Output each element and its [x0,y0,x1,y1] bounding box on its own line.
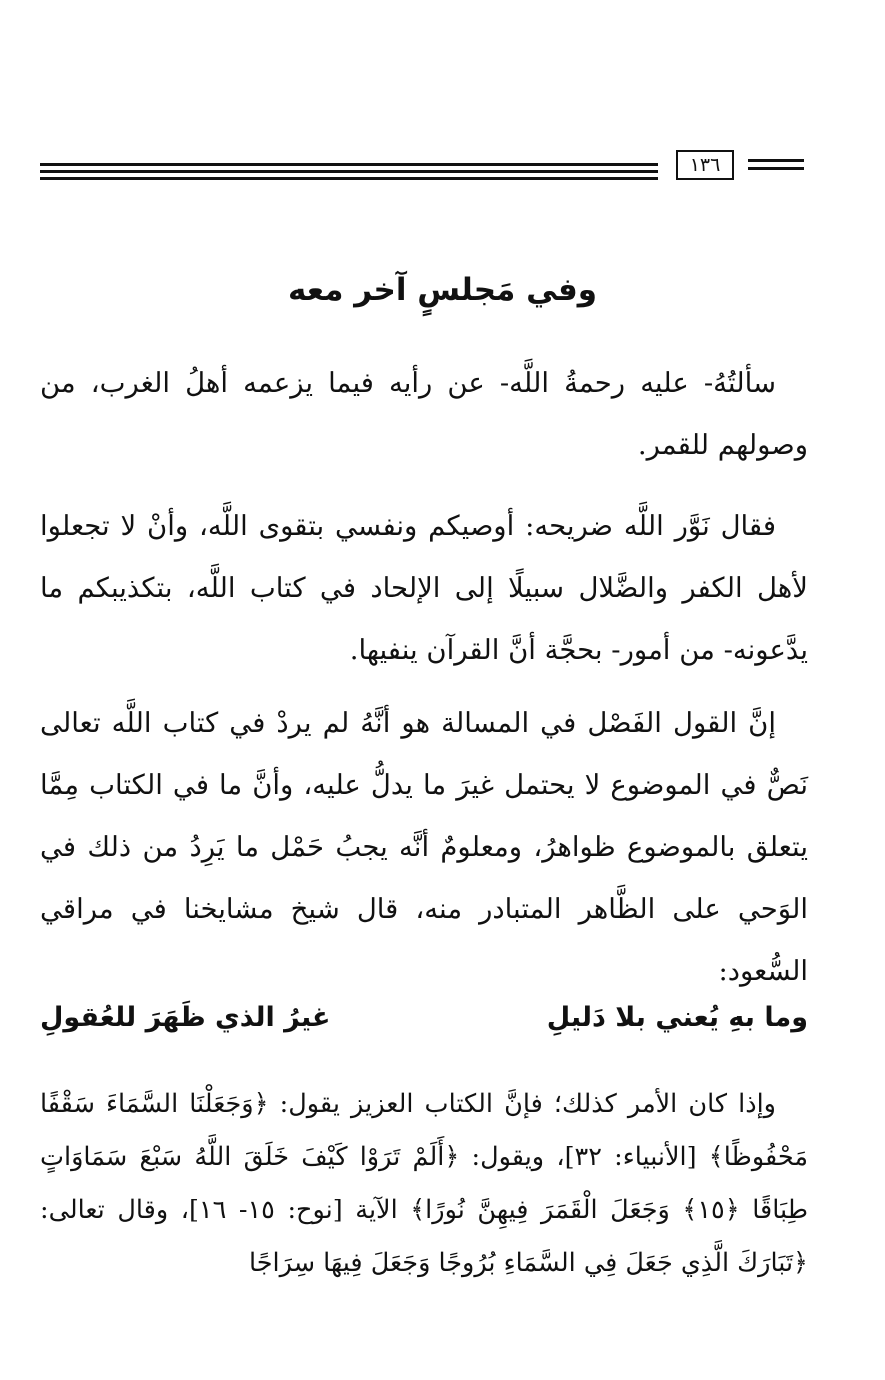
verse-first-hemistich: وما بهِ يُعني بلا دَليلِ [546,1002,808,1033]
verse-second-hemistich: غيرُ الذي ظَهَرَ للعُقولِ [40,1002,331,1033]
body-paragraph: سألتُهُ- عليه رحمةُ اللَّه- عن رأيه فيما يزعمه أهلُ الغرب، من وصولهم للقمر. [40,367,808,461]
page-number: ١٣٦ [676,150,734,180]
header-rule-line [40,163,658,166]
header-rule-line [40,177,658,180]
section-title: وفي مَجلسٍ آخر معه [287,272,598,308]
body-paragraph: إنَّ القول الفَصْل في المسالة هو أنَّهُ لم يردْ في كتاب اللَّه تعالى نَصٌّ في الموضوع لا يحتمل غيرَ ما يدلُّ عليه، وأنَّ ما في الكتاب مِمَّا يتعلق بالموضوع ظواهرُ، ومعلومٌ أنَّه يجبُ حَمْل ما يَرِدُ من ذلك في الوَحي على الظَّاهر المتبادر منه، قال شيخ مشايخنا في مراقي السُّعود: [40,707,808,987]
header-rule-line [748,167,804,170]
header-rule-line [40,170,658,173]
poetry-verse [40,992,808,1044]
body-paragraph-quran: وإذا كان الأمر كذلك؛ فإنَّ الكتاب العزيز يقول: ﴿وَجَعَلْنَا السَّمَاءَ سَقْفًا مَحْفُوظًا﴾ [الأنبياء: ٣٢]، ويقول: ﴿أَلَمْ تَرَوْا كَيْفَ خَلَقَ اللَّهُ سَبْعَ سَمَاوَاتٍ طِبَاقًا ﴿١٥﴾ وَجَعَلَ الْقَمَرَ فِيهِنَّ نُورًا﴾ الآية [نوح: ١٥- ١٦]، وقال تعالى: ﴿تَبَارَكَ الَّذِي جَعَلَ فِي السَّمَاءِ بُرُوجًا وَجَعَلَ فِيهَا سِرَاجًا [40,1089,809,1278]
body-paragraph: فقال نَوَّر اللَّه ضريحه: أوصيكم ونفسي بتقوى اللَّه، وأنْ لا تجعلوا لأهل الكفر والضَّلال سبيلًا إلى الإلحاد في كتاب اللَّه، بتكذيبكم ما يدَّعونه- من أمور- بحجَّة أنَّ القرآن ينفيها. [40,510,808,666]
header-rule-line [748,159,804,162]
